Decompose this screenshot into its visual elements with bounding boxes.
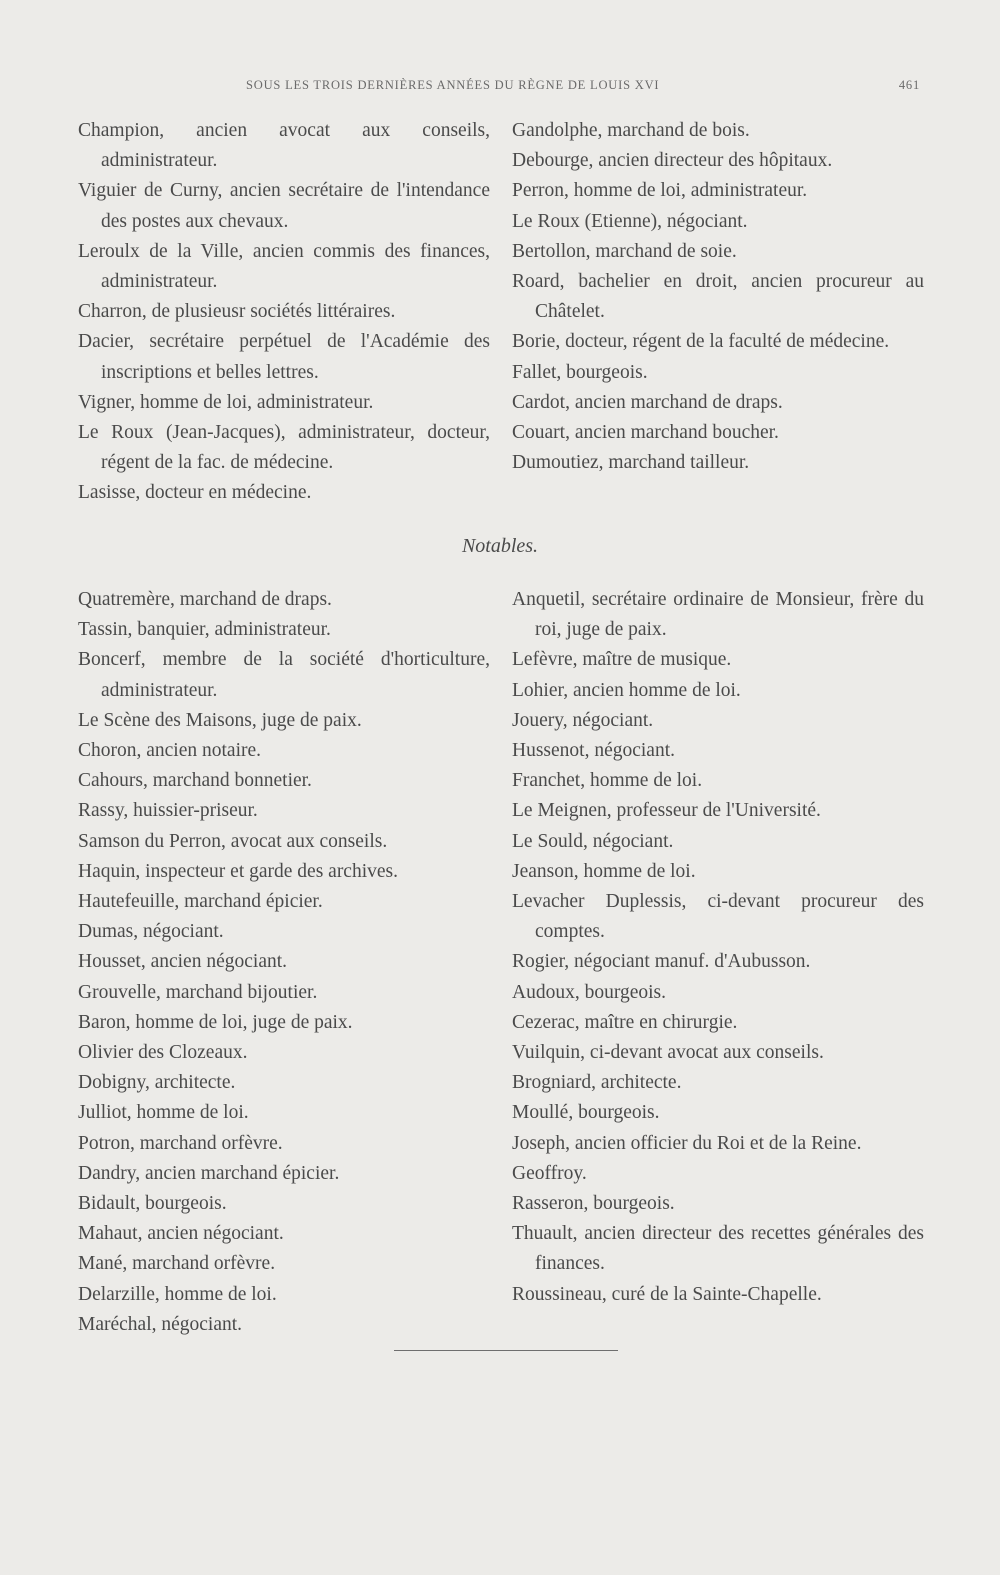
list-entry: Hautefeuille, marchand épicier. (78, 891, 323, 913)
closing-rule (394, 1350, 618, 1351)
list-entry: Audoux, bourgeois. (512, 981, 667, 1003)
list-entry: Geoffroy. (512, 1162, 587, 1184)
list-entry: Joseph, ancien officier du Roi et de la Reine. (512, 1132, 862, 1154)
list-entry: Roussineau, curé de la Sainte-Chapelle. (512, 1283, 822, 1305)
list-entry: Lohier, ancien homme de loi. (512, 679, 741, 701)
list-entry: Leroulx de la Ville, ancien commis des finances, administrateur. (78, 240, 490, 293)
list-entry: Olivier des Clozeaux. (78, 1042, 248, 1064)
list-entry: Champion, ancien avocat aux conseils, administrateur. (78, 120, 490, 172)
list-entry: Moullé, bourgeois. (512, 1102, 660, 1124)
list-entry: Le Meignen, professeur de l'Université. (512, 800, 821, 822)
section-title: Notables. (461, 535, 539, 557)
list-entry: Potron, marchand orfèvre. (78, 1132, 283, 1154)
list-entry: Borie, docteur, régent de la faculté de médecine. (512, 331, 890, 353)
list-entry: Cahours, marchand bonnetier. (78, 770, 312, 792)
list-entry: Mahaut, ancien négociant. (78, 1223, 284, 1245)
list-entry: Baron, homme de loi, juge de paix. (78, 1011, 353, 1033)
list-entry: Bertollon, marchand de soie. (512, 240, 737, 262)
list-entry: Roard, bachelier en droit, ancien procureur au Châtelet. (512, 271, 924, 323)
list-entry: Maréchal, négociant. (78, 1313, 243, 1335)
list-entry: Dandry, ancien marchand épicier. (78, 1162, 340, 1184)
list-entry: Le Scène des Maisons, juge de paix. (78, 709, 362, 731)
list-entry: Samson du Perron, avocat aux conseils. (78, 830, 388, 852)
list-entry: Le Roux (Jean-Jacques), administrateur, docteur, régent de la fac. de médecine. (78, 422, 490, 474)
list-entry: Lefèvre, maître de musique. (512, 649, 732, 671)
list-entry: Levacher Duplessis, ci-devant procureur des comptes. (512, 891, 924, 943)
list-entry: Anquetil, secrétaire ordinaire de Monsieur, frère du roi, juge de paix. (512, 589, 924, 641)
list-entry: Thuault, ancien directeur des recettes générales des finances. (512, 1223, 924, 1275)
list-entry: Viguier de Curny, ancien secrétaire de l'intendance des postes aux chevaux. (78, 180, 490, 232)
list-entry: Charron, de plusieusr sociétés littéraires. (78, 301, 396, 323)
list-entry: Tassin, banquier, administrateur. (78, 619, 331, 641)
list-entry: Grouvelle, marchand bijoutier. (78, 981, 318, 1003)
bottom-right-column (512, 585, 924, 1310)
list-entry: Dobigny, architecte. (78, 1072, 236, 1094)
top-right-column (512, 116, 924, 478)
list-entry: Vuilquin, ci-devant avocat aux conseils. (512, 1042, 824, 1064)
list-entry: Couart, ancien marchand boucher. (512, 422, 779, 444)
list-entry: Perron, homme de loi, administrateur. (512, 180, 808, 202)
list-entry: Dumas, négociant. (78, 921, 224, 943)
list-entry: Housset, ancien négociant. (78, 951, 288, 973)
list-entry: Cezerac, maître en chirurgie. (512, 1011, 738, 1033)
list-entry: Boncerf, membre de la société d'horticulture, administrateur. (78, 649, 490, 701)
list-entry: Vigner, homme de loi, administrateur. (78, 391, 374, 413)
top-left-column (78, 116, 490, 509)
list-entry: Mané, marchand orfèvre. (78, 1253, 276, 1275)
list-entry: Jouery, négociant. (512, 709, 654, 731)
list-entry: Fallet, bourgeois. (512, 361, 648, 383)
list-entry: Gandolphe, marchand de bois. (512, 120, 750, 141)
list-entry: Hussenot, négociant. (512, 740, 676, 762)
list-entry: Lasisse, docteur en médecine. (78, 482, 312, 504)
list-entry: Bidault, bourgeois. (78, 1193, 227, 1215)
list-entry: Quatremère, marchand de draps. (78, 589, 332, 610)
bottom-left-column (78, 585, 490, 1340)
list-entry: Cardot, ancien marchand de draps. (512, 391, 783, 413)
list-entry: Julliot, homme de loi. (78, 1102, 249, 1124)
list-entry: Le Roux (Etienne), négociant. (512, 210, 748, 232)
list-entry: Franchet, homme de loi. (512, 770, 703, 792)
list-entry: Rogier, négociant manuf. d'Aubusson. (512, 951, 811, 973)
list-entry: Le Sould, négociant. (512, 830, 674, 852)
list-entry: Rassy, huissier-priseur. (78, 800, 258, 822)
list-entry: Debourge, ancien directeur des hôpitaux. (512, 150, 833, 172)
list-entry: Haquin, inspecteur et garde des archives. (78, 860, 398, 882)
page-number: 461 (898, 78, 920, 92)
list-entry: Rasseron, bourgeois. (512, 1193, 675, 1215)
list-entry: Dumoutiez, marchand tailleur. (512, 452, 750, 474)
list-entry: Delarzille, homme de loi. (78, 1283, 277, 1305)
running-title: SOUS LES TROIS DERNIÈRES ANNÉES DU RÈGNE DE LOUIS XVI (246, 78, 660, 92)
list-entry: Dacier, secrétaire perpétuel de l'Académie des inscriptions et belles lettres. (78, 331, 490, 383)
list-entry: Brogniard, architecte. (512, 1072, 682, 1094)
list-entry: Jeanson, homme de loi. (512, 860, 696, 882)
list-entry: Choron, ancien notaire. (78, 740, 262, 762)
